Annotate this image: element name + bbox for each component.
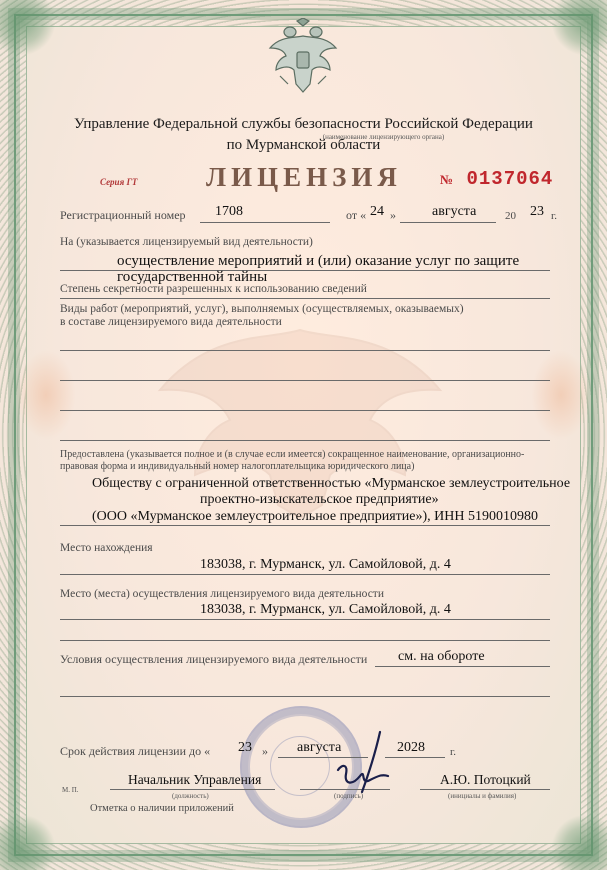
- works-label-line1: Виды работ (мероприятий, услуг), выполняемых (осуществляемых, оказываемых): [60, 303, 464, 315]
- licensing-authority-caption: (наименование лицензирующего органа): [322, 133, 445, 141]
- licensing-authority-line1: Управление Федеральной службы безопасности Российской Федерации: [74, 116, 533, 132]
- underline: [110, 789, 275, 790]
- registration-year: 23: [530, 204, 544, 219]
- license-number: [440, 168, 553, 190]
- location-value: 183038, г. Мурманск, ул. Самойловой, д. 4: [200, 557, 451, 572]
- series-label: Серия ГТ: [100, 177, 138, 187]
- date-from-label: от «: [346, 208, 367, 222]
- underline: [60, 574, 550, 575]
- signer-position: Начальник Управления: [128, 772, 262, 787]
- activity-place-label: Место (места) осуществления лицензируемого вида деятельности: [60, 588, 384, 600]
- validity-label: Срок действия лицензии до «: [60, 744, 211, 758]
- secrecy-label: Степень секретности разрешенных к использованию сведений: [60, 283, 367, 295]
- year-unit: г.: [551, 210, 558, 222]
- validity-month: августа: [297, 740, 342, 755]
- activity-label: На (указывается лицензируемый вид деятельности): [60, 236, 313, 248]
- licensee-name-line3: (ООО «Мурманское землеустроительное предприятие»), ИНН 5190010980: [92, 509, 538, 524]
- name-caption: (инициалы и фамилия): [448, 792, 517, 800]
- underline: [200, 222, 330, 223]
- appendix-note-label: Отметка о наличии приложений: [90, 803, 234, 814]
- year-prefix: 20: [505, 210, 516, 222]
- activity-place-value: 183038, г. Мурманск, ул. Самойловой, д. 4: [200, 602, 451, 617]
- position-caption: (должность): [172, 792, 209, 800]
- license-number-value: 0137064: [466, 168, 554, 190]
- registration-month: августа: [432, 204, 477, 219]
- location-label: Место нахождения: [60, 542, 153, 554]
- coat-of-arms-icon: [266, 18, 340, 96]
- licensee-label-line2: правовая форма и индивидуальный номер налогоплательщика юридического лица): [60, 461, 415, 472]
- licensee-name-line2: проектно-изыскательское предприятие»: [200, 492, 439, 507]
- underline: [60, 525, 550, 526]
- validity-day: 23: [238, 740, 252, 755]
- date-quote: »: [390, 208, 396, 222]
- year-unit: г.: [450, 746, 457, 758]
- works-label-line2: в составе лицензируемого вида деятельности: [60, 316, 282, 328]
- validity-year: 2028: [397, 740, 425, 755]
- activity-value-line2: государственной тайны: [117, 269, 268, 285]
- signature-caption: (подпись): [334, 792, 364, 800]
- signer-name: А.Ю. Потоцкий: [440, 772, 531, 787]
- underline: [375, 666, 550, 667]
- underline: [60, 619, 550, 620]
- underline: [60, 298, 550, 299]
- conditions-value: см. на обороте: [398, 649, 485, 664]
- registration-day: 24: [370, 204, 384, 219]
- registration-number: 1708: [215, 204, 243, 219]
- rosette-ornament: [531, 350, 591, 440]
- conditions-label: Условия осуществления лицензируемого вида деятельности: [60, 652, 368, 666]
- underline: [400, 222, 496, 223]
- underline: [420, 789, 550, 790]
- licensee-label-line1: Предоставлена (указывается полное и (в случае если имеется) сокращенное наименование, организационно-: [60, 449, 525, 460]
- number-sign: №: [440, 172, 455, 187]
- underline: [60, 640, 550, 641]
- underline: [60, 350, 550, 351]
- licensing-authority-line2: по Мурманской области: [226, 137, 381, 153]
- handwritten-signature: [330, 730, 400, 800]
- activity-value-line1: осуществление мероприятий и (или) оказание услуг по защите: [117, 253, 520, 269]
- date-quote: »: [262, 744, 268, 758]
- underline: [60, 696, 550, 697]
- underline: [60, 380, 550, 381]
- rosette-ornament: [16, 350, 76, 440]
- licensee-name-line1: Обществу с ограниченной ответственностью «Мурманское землеустроительное: [92, 476, 571, 491]
- underline: [60, 440, 550, 441]
- document-title: ЛИЦЕНЗИЯ: [206, 162, 402, 192]
- seal-place-label: М. П.: [62, 786, 79, 794]
- underline: [60, 410, 550, 411]
- registration-label: Регистрационный номер: [60, 208, 186, 222]
